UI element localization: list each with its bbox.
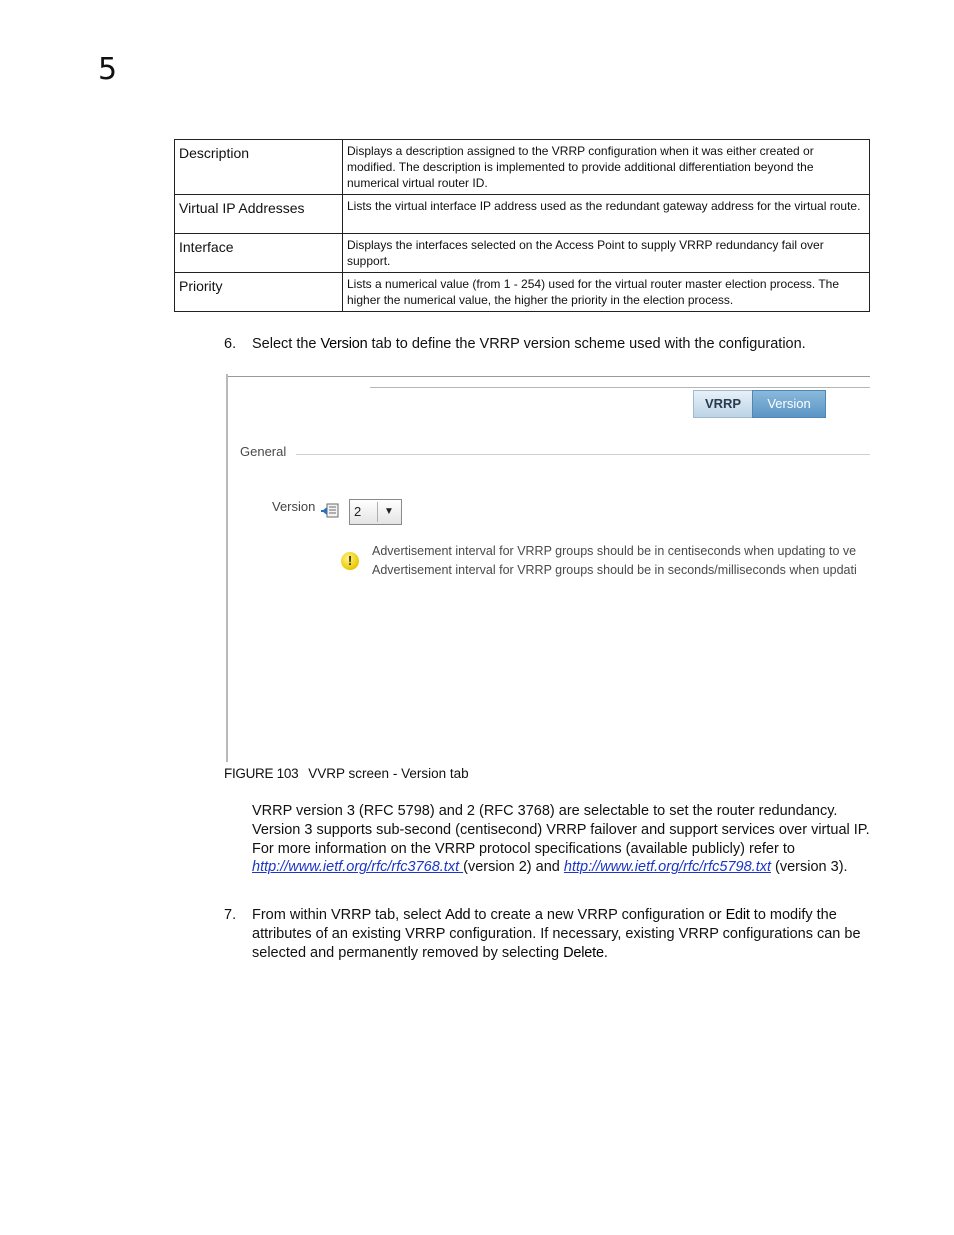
- version-select[interactable]: [349, 499, 402, 525]
- bold-term: Add: [445, 907, 471, 923]
- bold-term: Version: [320, 336, 368, 352]
- step-text-part: Select the: [252, 336, 321, 352]
- rfc5798-link[interactable]: http://www.ietf.org/rfc/rfc5798.txt: [563, 859, 771, 876]
- edit-list-icon[interactable]: [321, 503, 339, 519]
- divider: [296, 454, 870, 455]
- tab-version[interactable]: Version: [752, 390, 826, 418]
- figure-title: VVRP screen - Version tab: [308, 766, 469, 781]
- step-text-part: to create a new VRRP configuration or: [470, 907, 726, 923]
- chapter-number: 5: [98, 52, 118, 87]
- vrrp-version-screenshot: [226, 374, 870, 762]
- tab-vrrp[interactable]: VRRP: [693, 390, 753, 418]
- version-select-value: 2: [354, 504, 362, 519]
- step-number: 7.: [224, 907, 237, 923]
- table-row: [175, 234, 870, 273]
- bold-term: Edit: [725, 907, 750, 923]
- step-number: 6.: [224, 336, 237, 352]
- warning-text-line: Advertisement interval for VRRP groups should be in centiseconds when updating to ve: [372, 544, 857, 558]
- divider: [228, 376, 870, 377]
- step-text: [252, 906, 870, 963]
- table-cell-term: Virtual IP Addresses: [175, 195, 343, 234]
- table-cell-term: Description: [175, 140, 343, 195]
- step-text-part: .: [603, 945, 608, 961]
- section-label-general: General: [240, 444, 287, 459]
- warning-icon: !: [341, 552, 359, 570]
- table-row: [175, 273, 870, 312]
- parameter-table: [174, 139, 870, 312]
- divider: [226, 374, 228, 762]
- table-row: [175, 195, 870, 234]
- divider: [370, 387, 870, 388]
- table-cell-description: Lists a numerical value (from 1 - 254) used for the virtual router master election process. The higher the numerical value, the higher the priority in the election process.: [343, 273, 870, 312]
- version-paragraph: [252, 802, 870, 877]
- table-cell-term: Priority: [175, 273, 343, 312]
- version-label: Version: [272, 499, 316, 514]
- table-cell-description: Lists the virtual interface IP address used as the redundant gateway address for the virtual route.: [343, 195, 870, 234]
- chevron-down-icon[interactable]: ▼: [384, 506, 394, 517]
- step-text-part: From within VRRP tab, select: [252, 907, 446, 923]
- table-cell-term: Interface: [175, 234, 343, 273]
- table-cell-description: Displays a description assigned to the VRRP configuration when it was either created or modified. The description is implemented to provide additional differentiation beyond the numerical virtual router ID.: [343, 140, 870, 195]
- figure-label: FIGURE 103: [224, 766, 299, 781]
- table-cell-description: Displays the interfaces selected on the Access Point to supply VRRP redundancy fail over support.: [343, 234, 870, 273]
- paragraph-text: (version 3).: [771, 859, 848, 876]
- warning-text-line: Advertisement interval for VRRP groups should be in seconds/milliseconds when updati: [372, 563, 857, 577]
- rfc3768-link[interactable]: http://www.ietf.org/rfc/rfc3768.txt: [252, 859, 464, 876]
- table-row: [175, 140, 870, 195]
- bold-term: Delete: [563, 945, 604, 961]
- paragraph-text: (version 2) and: [463, 859, 564, 876]
- step-text-part: tab to define the VRRP version scheme used with the configuration.: [367, 336, 806, 352]
- figure-caption: [224, 766, 469, 781]
- step-text: [252, 335, 870, 354]
- paragraph-text: VRRP version 3 (RFC 5798) and 2 (RFC 3768) are selectable to set the router redundancy. Version 3 supports sub-second (centisecond) VRRP failover and support services over virtual IP. For more information on the VRRP protocol specifications (available publicly) refer to: [252, 803, 870, 857]
- divider: [377, 502, 378, 522]
- step-text-part: to modify the attributes of an existing VRRP configuration. If necessary, existing VRRP configurations can be selected and permanently removed by selecting: [252, 907, 861, 961]
